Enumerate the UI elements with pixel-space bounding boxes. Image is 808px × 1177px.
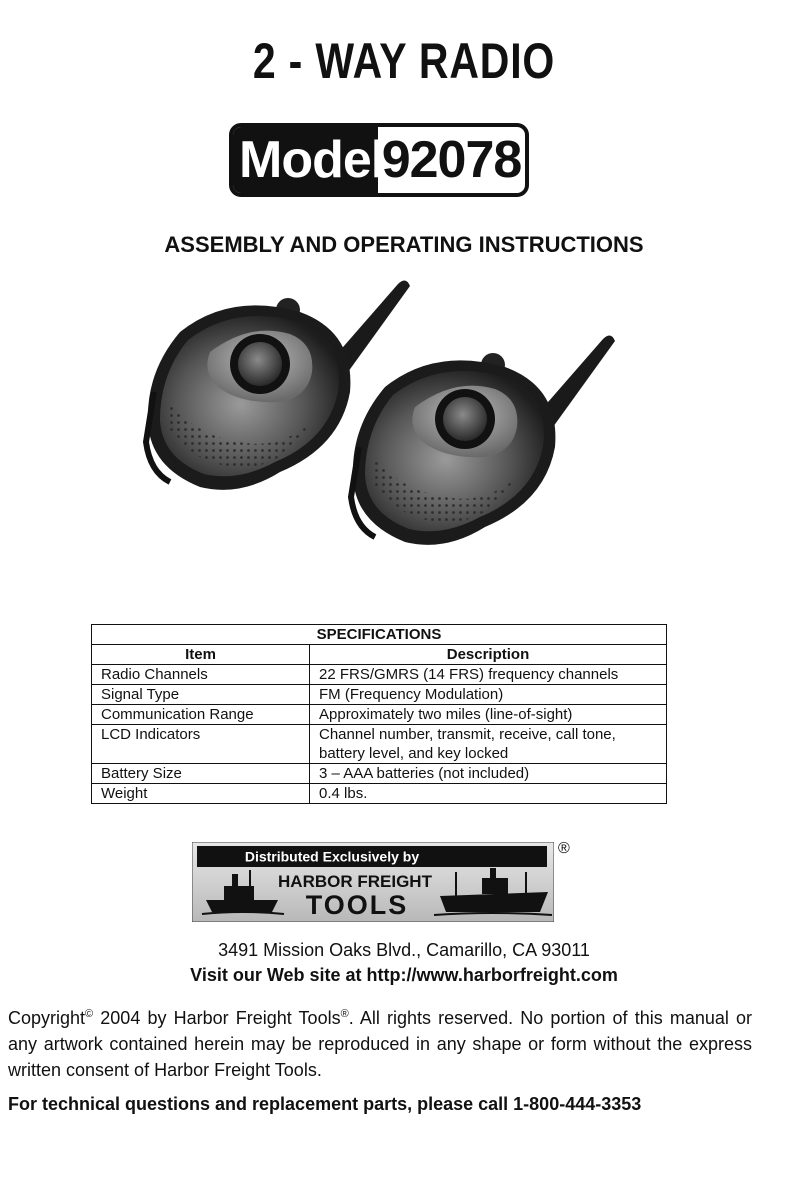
table-caption-row <box>92 625 667 645</box>
table-header-row <box>92 645 667 665</box>
specifications-table <box>91 624 667 804</box>
spec-item: Communication Range <box>92 705 310 725</box>
spec-description <box>310 725 667 764</box>
spec-description: FM (Frequency Modulation) <box>310 685 667 705</box>
website-line: Visit our Web site at http://www.harborfreight.com <box>190 965 618 985</box>
radio-right-icon <box>351 335 615 544</box>
copyright-notice <box>8 1001 752 1083</box>
spec-item: Radio Channels <box>92 665 310 685</box>
spec-description-line: battery level, and key locked <box>319 745 509 762</box>
model-label: Model <box>233 127 378 193</box>
document-title: 2 - WAY RADIO <box>252 33 556 89</box>
spec-description-line: Channel number, transmit, receive, call tone, <box>319 726 616 743</box>
spec-item: LCD Indicators <box>92 725 310 764</box>
table-row <box>92 665 667 685</box>
tech-support-line: For technical questions and replacement parts, please call 1-800-444-3353 <box>8 1094 642 1114</box>
spec-description: Approximately two miles (line-of-sight) <box>310 705 667 725</box>
copyright-prefix: Copyright <box>8 1008 86 1028</box>
table-row <box>92 705 667 725</box>
company-address: 3491 Mission Oaks Blvd., Camarillo, CA 93011 <box>218 940 590 960</box>
model-badge <box>229 123 529 197</box>
copyright-symbol: © <box>85 1008 94 1020</box>
registered-mark: ® <box>558 840 570 857</box>
spec-description: 22 FRS/GMRS (14 FRS) frequency channels <box>310 665 667 685</box>
table-row <box>92 685 667 705</box>
spec-description: 0.4 lbs. <box>310 784 667 804</box>
copyright-body-b: . All rights reserved. No portion of this manual or any artwork contained herein may be reproduced in any shape or form without the express written consent of Harbor Freight Tools. <box>8 1008 752 1080</box>
harbor-freight-logo <box>192 842 554 922</box>
table-row <box>92 784 667 804</box>
spec-description: 3 – AAA batteries (not included) <box>310 764 667 784</box>
walkie-talkie-pair-photo <box>140 272 620 592</box>
distributor-banner-text: Distributed Exclusively by <box>244 848 420 865</box>
copyright-body-a: 2004 by Harbor Freight Tools <box>93 1008 341 1028</box>
spec-item: Weight <box>92 784 310 804</box>
registered-symbol: ® <box>340 1008 349 1020</box>
column-header-item: Item <box>92 645 310 665</box>
spec-item: Battery Size <box>92 764 310 784</box>
distributor-name-line1: HARBOR FREIGHT <box>278 872 432 891</box>
column-header-description: Description <box>310 645 667 665</box>
table-caption: SPECIFICATIONS <box>92 625 667 645</box>
document-subtitle: ASSEMBLY AND OPERATING INSTRUCTIONS <box>164 232 644 257</box>
table-row <box>92 764 667 784</box>
table-row <box>92 725 667 764</box>
distributor-name-line2: TOOLS <box>305 890 409 920</box>
spec-item: Signal Type <box>92 685 310 705</box>
model-number: 92078 <box>381 131 522 189</box>
